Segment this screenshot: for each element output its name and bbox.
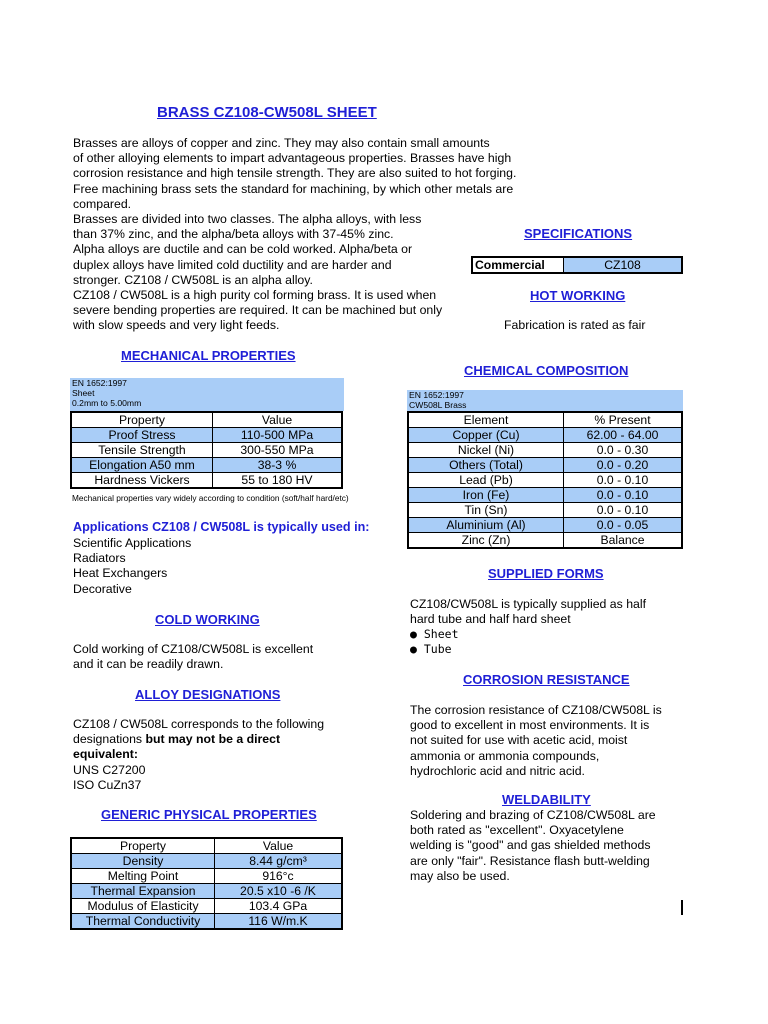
percent-cell: 0.0 - 0.20: [564, 458, 683, 473]
element-cell: Copper (Cu): [408, 428, 564, 443]
intro-line: duplex alloys have limited cold ductility and are harder and: [73, 257, 392, 272]
list-item: Decorative: [73, 581, 132, 596]
text-line: UNS C27200: [73, 762, 146, 777]
text-line: equivalent:: [73, 747, 138, 762]
chemical-meta: [407, 390, 683, 411]
text-line: CZ108 / CW508L corresponds to the following: [73, 717, 325, 731]
cold-working-text: [73, 642, 313, 672]
spec-value: CZ108: [564, 257, 683, 273]
text-line: Soldering and brazing of CZ108/CW508L are: [410, 808, 656, 822]
mechanical-meta: [70, 378, 344, 411]
meta-line: CW508L Brass: [409, 400, 467, 410]
intro-line: compared.: [73, 196, 132, 211]
table-row: [408, 503, 682, 518]
corrosion-text: [410, 703, 662, 779]
specifications-table: [471, 256, 683, 274]
element-cell: Aluminium (Al): [408, 518, 564, 533]
emphasis-text: but may not be a direct: [145, 732, 281, 747]
text-line: and it can be readily drawn.: [73, 657, 224, 672]
intro-line: Alpha alloys are ductile and can be cold worked. Alpha/beta or: [73, 242, 413, 257]
table-header: Property: [71, 412, 213, 428]
intro-line: with slow speeds and very light feeds.: [73, 318, 280, 333]
table-row: [408, 428, 682, 443]
meta-line: Sheet: [72, 388, 95, 398]
value-cell: 110-500 MPa: [213, 428, 343, 443]
intro-line: Brasses are divided into two classes. The alpha alloys, with less: [73, 211, 422, 226]
spec-label: Commercial: [472, 257, 564, 273]
table-header: Value: [215, 838, 343, 854]
percent-cell: 0.0 - 0.10: [564, 503, 683, 518]
list-item: Scientific Applications: [73, 536, 192, 550]
element-cell: Zinc (Zn): [408, 533, 564, 549]
property-cell: Proof Stress: [71, 428, 213, 443]
text-line: not suited for use with acetic acid, moist: [410, 733, 628, 748]
supplied-text: [410, 597, 646, 627]
table-row: [71, 854, 342, 869]
intro-line: of other alloying elements to impart advantageous properties. Brasses have high: [73, 151, 512, 166]
chemical-heading: CHEMICAL COMPOSITION: [464, 363, 629, 378]
list-item: [410, 642, 459, 657]
text-line: may also be used.: [410, 868, 510, 883]
percent-cell: 0.0 - 0.30: [564, 443, 683, 458]
corrosion-heading: CORROSION RESISTANCE: [463, 672, 630, 687]
chemical-table: [407, 411, 683, 549]
text-line: Cold working of CZ108/CW508L is excellent: [73, 642, 314, 656]
text-line: ISO CuZn37: [73, 777, 142, 792]
table-row: [71, 884, 342, 899]
table-row: [71, 899, 342, 914]
text-line: The corrosion resistance of CZ108/CW508L is: [410, 703, 662, 717]
percent-cell: 0.0 - 0.05: [564, 518, 683, 533]
text-line: both rated as "excellent". Oxyacetylene: [410, 823, 624, 838]
property-cell: Melting Point: [71, 869, 215, 884]
table-header: Element: [408, 412, 564, 428]
bullet-icon: ●: [410, 627, 417, 641]
cold-working-heading: COLD WORKING: [155, 612, 260, 627]
text-line: good to excellent in most environments. It is: [410, 718, 650, 733]
hot-working-heading: HOT WORKING: [530, 288, 626, 303]
intro-line: Brasses are alloys of copper and zinc. They may also contain small amounts: [73, 136, 490, 150]
percent-cell: 0.0 - 0.10: [564, 488, 683, 503]
text-line: CZ108/CW508L is typically supplied as half: [410, 597, 647, 611]
property-cell: Density: [71, 854, 215, 869]
intro-line: than 37% zinc, and the alpha/beta alloys with 37-45% zinc.: [73, 227, 394, 242]
bullet-text: Tube: [423, 642, 452, 656]
table-row: [408, 473, 682, 488]
hot-working-text: Fabrication is rated as fair: [504, 318, 646, 332]
list-item: [410, 627, 459, 642]
value-cell: 38-3 %: [213, 458, 343, 473]
page-title: BRASS CZ108-CW508L SHEET: [157, 104, 377, 121]
bullet-text: Sheet: [423, 627, 459, 641]
table-row: [71, 428, 342, 443]
value-cell: 55 to 180 HV: [213, 473, 343, 489]
applications-heading: Applications CZ108 / CW508L is typically used in:: [73, 520, 370, 534]
table-row: [408, 518, 682, 533]
list-item: Heat Exchangers: [73, 566, 168, 581]
percent-cell: Balance: [564, 533, 683, 549]
intro-paragraph: [73, 136, 516, 333]
table-header: Value: [213, 412, 343, 428]
intro-line: stronger. CZ108 / CW508L is an alpha alloy.: [73, 272, 313, 287]
meta-line: EN 1652:1997: [72, 378, 127, 388]
property-cell: Thermal Expansion: [71, 884, 215, 899]
list-item: Radiators: [73, 551, 126, 566]
physical-table: [70, 837, 343, 930]
element-cell: Iron (Fe): [408, 488, 564, 503]
value-cell: 300-550 MPa: [213, 443, 343, 458]
element-cell: Lead (Pb): [408, 473, 564, 488]
text-line: are only "fair". Resistance flash butt-welding: [410, 853, 650, 868]
mechanical-note: Mechanical properties vary widely according to condition (soft/half hard/etc): [72, 493, 349, 503]
mechanical-heading: MECHANICAL PROPERTIES: [121, 348, 296, 363]
bullet-icon: ●: [410, 642, 417, 656]
supplied-heading: SUPPLIED FORMS: [488, 566, 604, 581]
meta-line: 0.2mm to 5.00mm: [72, 398, 142, 408]
property-cell: Modulus of Elasticity: [71, 899, 215, 914]
table-row: [408, 443, 682, 458]
intro-line: corrosion resistance and high tensile strength. They are also suited to hot forging.: [73, 166, 517, 181]
alloy-text: [73, 717, 324, 793]
value-cell: 103.4 GPa: [215, 899, 343, 914]
table-header: Property: [71, 838, 215, 854]
weldability-heading: WELDABILITY: [502, 792, 591, 807]
physical-heading: GENERIC PHYSICAL PROPERTIES: [101, 807, 317, 822]
value-cell: 916°c: [215, 869, 343, 884]
element-cell: Nickel (Ni): [408, 443, 564, 458]
table-header: % Present: [564, 412, 683, 428]
text-line: hydrochloric acid and nitric acid.: [410, 763, 585, 778]
table-row: [71, 914, 342, 930]
intro-line: Free machining brass sets the standard for machining, by which other metals are: [73, 181, 514, 196]
property-cell: Thermal Conductivity: [71, 914, 215, 930]
text-line: welding is "good" and gas shielded methods: [410, 838, 651, 853]
value-cell: 8.44 g/cm³: [215, 854, 343, 869]
text-span: designations: [73, 732, 146, 747]
intro-line: CZ108 / CW508L is a high purity col forming brass. It is used when: [73, 287, 437, 302]
property-cell: Hardness Vickers: [71, 473, 213, 489]
table-row: [71, 869, 342, 884]
specifications-heading: SPECIFICATIONS: [524, 226, 633, 241]
table-row: [71, 473, 342, 489]
percent-cell: 0.0 - 0.10: [564, 473, 683, 488]
text-line: [73, 732, 324, 747]
percent-cell: 62.00 - 64.00: [564, 428, 683, 443]
mechanical-table: [70, 411, 343, 489]
property-cell: Tensile Strength: [71, 443, 213, 458]
weldability-text: [410, 808, 656, 884]
alloy-heading: ALLOY DESIGNATIONS: [135, 687, 281, 702]
table-row: [71, 458, 342, 473]
element-cell: Others (Total): [408, 458, 564, 473]
table-row: [71, 443, 342, 458]
intro-line: severe bending properties are required. It can be machined but only: [73, 303, 443, 318]
supplied-bullets: [410, 627, 459, 657]
table-row: [408, 533, 682, 549]
element-cell: Tin (Sn): [408, 503, 564, 518]
text-line: hard tube and half hard sheet: [410, 612, 571, 627]
text-line: ammonia or ammonia compounds,: [410, 748, 600, 763]
meta-line: EN 1652:1997: [409, 390, 464, 400]
property-cell: Elongation A50 mm: [71, 458, 213, 473]
applications-list: [73, 536, 191, 597]
table-row: [408, 458, 682, 473]
value-cell: 116 W/m.K: [215, 914, 343, 930]
text-cursor: [681, 900, 683, 915]
value-cell: 20.5 x10 -6 /K: [215, 884, 343, 899]
table-row: [408, 488, 682, 503]
